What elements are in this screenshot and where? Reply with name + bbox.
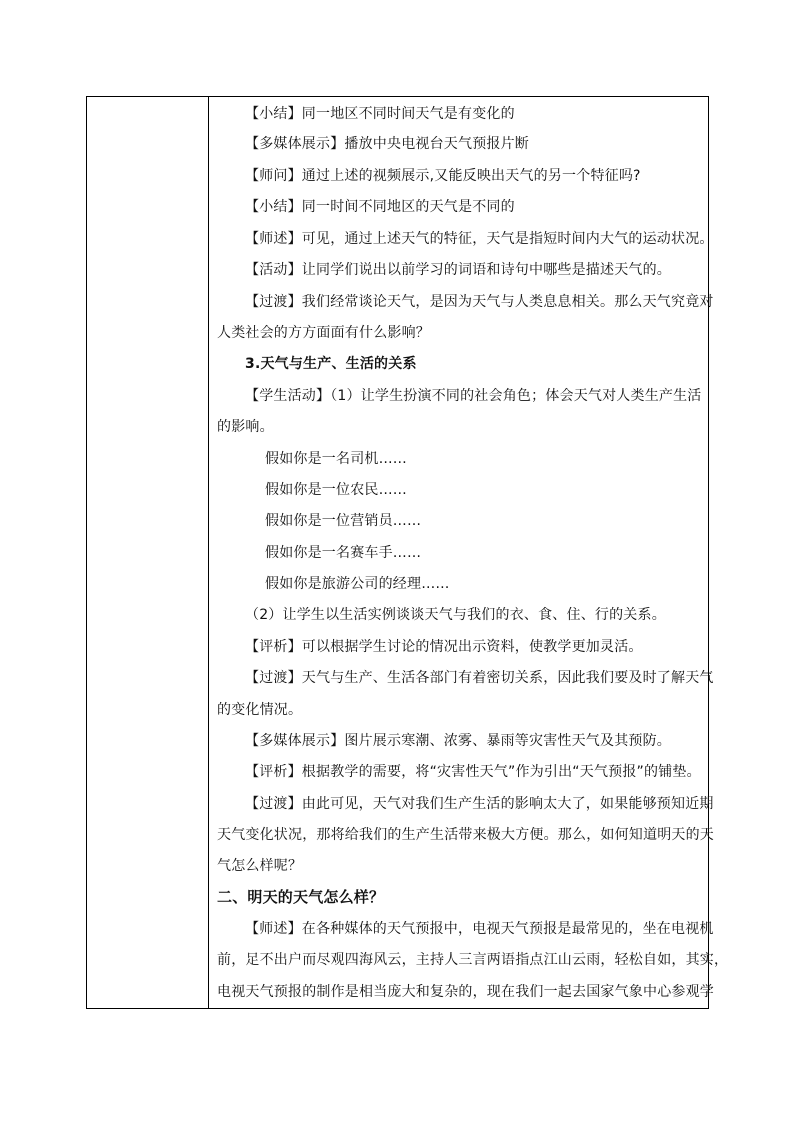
text-line: 【过渡】由此可见，天气对我们生产生活的影响太大了，如果能够预知近期	[245, 796, 714, 812]
text-line: 电视天气预报的制作是相当庞大和复杂的，现在我们一起去国家气象中心参观学	[217, 984, 714, 1000]
text-line: 假如你是一位农民……	[265, 482, 407, 498]
text-line: 假如你是一位营销员……	[265, 513, 422, 529]
text-line: （2）让学生以生活实例谈谈天气与我们的衣、食、住、行的关系。	[245, 607, 666, 623]
text-line: 【小结】同一地区不同时间天气是有变化的	[245, 106, 515, 122]
text-line: 3.天气与生产、生活的关系	[245, 356, 417, 372]
text-line: 天气变化状况，那将给我们的生产生活带来极大方便。那么，如何知道明天的天	[217, 827, 714, 843]
text-line: 人类社会的方方面面有什么影响？	[217, 325, 430, 341]
text-line: 的影响。	[217, 419, 274, 435]
column-divider	[208, 97, 209, 1008]
text-line: 【师述】在各种媒体的天气预报中，电视天气预报是最常见的，坐在电视机	[245, 921, 714, 937]
text-line: 假如你是一名赛车手……	[265, 545, 422, 561]
lesson-plan-table	[86, 96, 729, 1009]
text-line: 【过渡】我们经常谈论天气，是因为天气与人类息息相关。那么天气究竟对	[245, 294, 714, 310]
text-line: 的变化情况。	[217, 702, 303, 718]
text-line: 【多媒体展示】播放中央电视台天气预报片断	[245, 136, 529, 152]
text-line: 【师述】可见，通过上述天气的特征，天气是指短时间内大气的运动状况。	[245, 231, 714, 247]
text-line: 【小结】同一时间不同地区的天气是不同的	[245, 199, 515, 215]
text-line: 【评析】可以根据学生讨论的情况出示资料，使教学更加灵活。	[245, 639, 643, 655]
text-line: 假如你是一名司机……	[265, 451, 407, 467]
text-line: 二、明天的天气怎么样？	[217, 888, 385, 906]
text-line: 气怎么样呢？	[217, 858, 303, 874]
text-line: 【多媒体展示】图片展示寒潮、浓雾、暴雨等灾害性天气及其预防。	[245, 733, 671, 749]
text-line: 前，足不出户而尽观四海风云，主持人三言两语指点江山云雨，轻松自如，其实，	[217, 952, 729, 968]
text-line: 假如你是旅游公司的经理……	[265, 576, 450, 592]
text-line: 【评析】根据教学的需要，将“灾害性天气”作为引出“天气预报”的铺垫。	[245, 764, 701, 780]
text-line: 【师问】通过上述的视频展示,又能反映出天气的另一个特征吗?	[245, 168, 641, 184]
text-line: 【活动】让同学们说出以前学习的词语和诗句中哪些是描述天气的。	[245, 262, 671, 278]
text-line: 【学生活动】（1）让学生扮演不同的社会角色；体会天气对人类生产生活	[245, 388, 702, 404]
text-line: 【过渡】天气与生产、生活各部门有着密切关系，因此我们要及时了解天气	[245, 670, 714, 686]
